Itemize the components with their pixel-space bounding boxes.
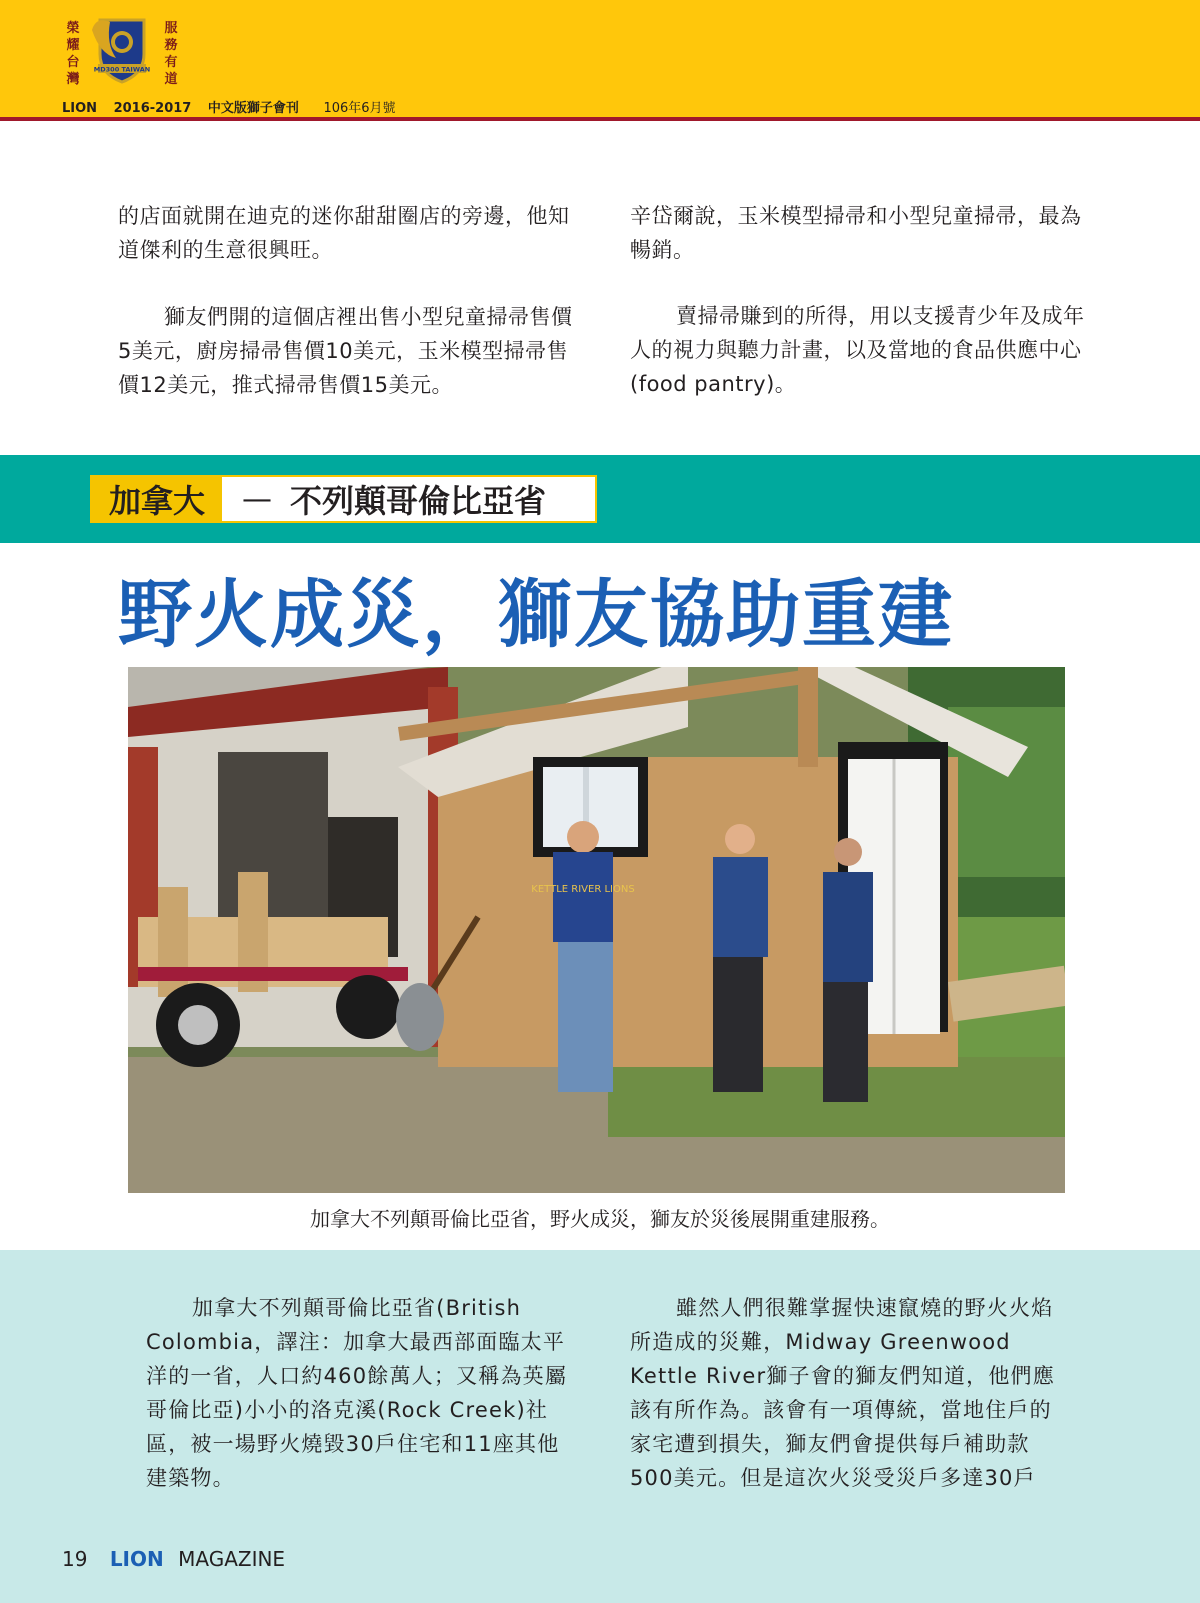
vest-lions-text: KETTLE RIVER LIONS xyxy=(531,884,635,895)
photo-caption: 加拿大不列顛哥倫比亞省，野火成災，獅友於災後展開重建服務。 xyxy=(310,1207,890,1231)
footer-magazine: MAGAZINE xyxy=(178,1547,286,1571)
top-right-paragraph-1: 辛岱爾說，玉米模型掃帚和小型兒童掃帚，最為暢銷。 xyxy=(630,204,1082,262)
logo-motto-right: 服務有道 xyxy=(164,21,178,87)
region-province: 不列顛哥倫比亞省 xyxy=(290,482,547,520)
lions-emblem-logo xyxy=(86,14,158,86)
region-country: 加拿大 xyxy=(92,477,222,521)
page-header xyxy=(0,0,1200,121)
emblem-banner-text: MD300 TAIWAN xyxy=(93,65,151,74)
footer-brand: LION xyxy=(109,1547,164,1571)
region-dash: — xyxy=(242,481,272,517)
article-headline: 野火成災，獅友協助重建 xyxy=(118,572,954,658)
logo-motto-left: 榮耀台灣 xyxy=(66,21,80,87)
top-left-paragraph-2: 獅友們開的這個店裡出售小型兒童掃帚售價5美元，廚房掃帚售價10美元，玉米模型掃帚售價12美元，推式掃帚售價15美元。 xyxy=(118,305,573,397)
pub-years: 2016-2017 xyxy=(113,101,192,116)
bottom-left-paragraph: 加拿大不列顛哥倫比亞省(British Colombia，譯注：加拿大最西部面臨太平洋的一省，人口約460餘萬人；又稱為英屬哥倫比亞)小小的洛克溪(Rock Creek)社區，被一場野火燒毀30戶住宅和11座其他建築物。 xyxy=(146,1296,568,1490)
article-photo xyxy=(128,667,1065,1193)
pub-title: 中文版獅子會刊 xyxy=(207,101,299,116)
region-tag xyxy=(90,475,597,523)
pub-issue: 106年6月號 xyxy=(323,101,396,116)
page-number: 19 xyxy=(62,1547,88,1571)
page-footer xyxy=(62,1547,285,1571)
publication-line xyxy=(62,97,408,116)
top-right-paragraph-2: 賣掃帚賺到的所得，用以支援青少年及成年人的視力與聽力計畫，以及當地的食品供應中心(food pantry)。 xyxy=(630,304,1085,396)
bottom-right-paragraph: 雖然人們很難掌握快速竄燒的野火火焰所造成的災難，Midway Greenwood Kettle River獅子會的獅友們知道，他們應該有所作為。該會有一項傳統，當地住戶的家宅遭到損失，獅友們會提供每戶補助款500美元。但是這次火災受災戶多達30戶 xyxy=(630,1296,1055,1490)
pub-brand: LION xyxy=(62,101,98,116)
top-left-paragraph-1: 的店面就開在迪克的迷你甜甜圈店的旁邊，他知道傑利的生意很興旺。 xyxy=(118,204,570,262)
